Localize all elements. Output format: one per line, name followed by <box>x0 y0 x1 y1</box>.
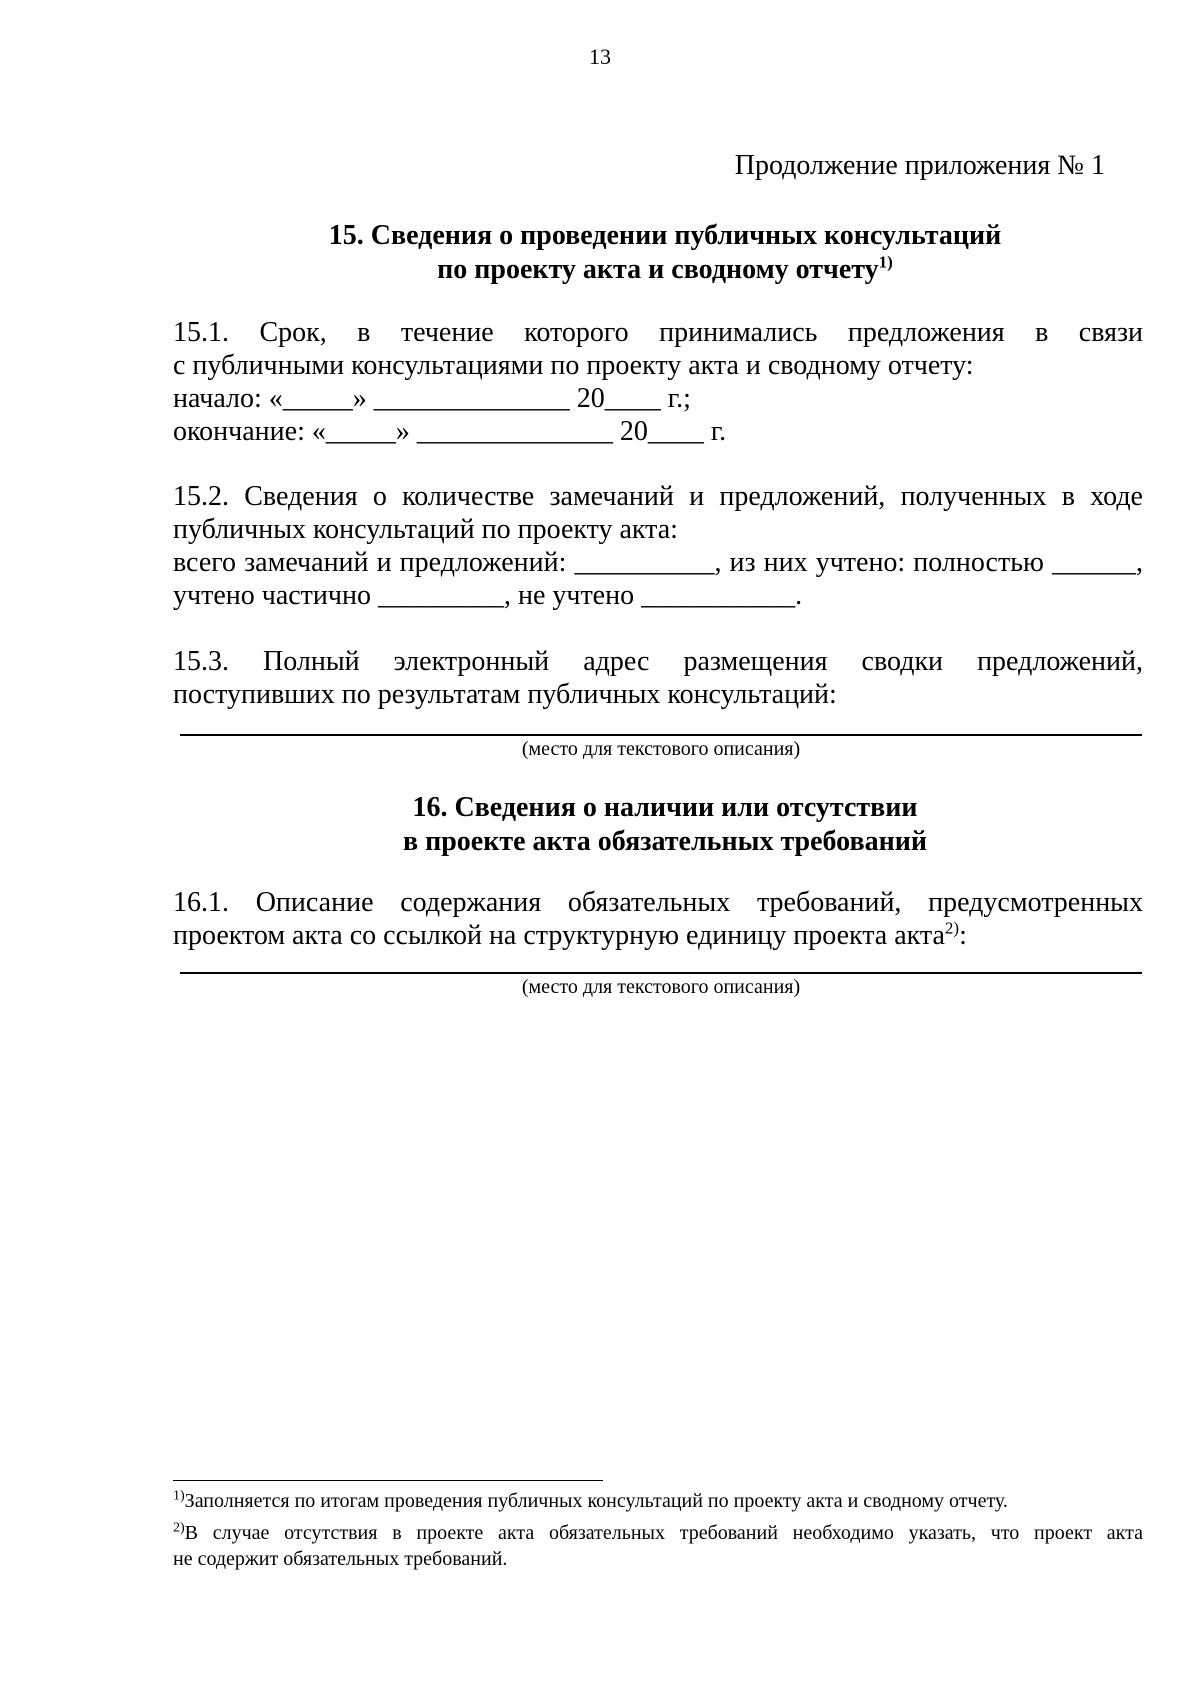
item-15-1-start-date: начало: «_____» ______________ 20____ г.; <box>173 383 691 414</box>
section-15-title-line2 <box>0 253 1200 287</box>
page-number: 13 <box>589 44 611 69</box>
section-16-title <box>0 791 1200 859</box>
item-15-1-line2: с публичными консультациями по проекту акта и сводному отчету: <box>173 350 974 381</box>
item-15-2-partial: учтено частично _________, не учтено ___________. <box>173 580 803 611</box>
footnote-ref-1: 1) <box>878 252 893 272</box>
text-description-caption: (место для текстового описания) <box>521 738 801 760</box>
item-15-3-line2: поступивших по результатам публичных консультаций: <box>173 679 837 710</box>
item-16-1-line1: 16.1. Описание содержания обязательных требований, предусмотренных <box>173 887 1143 918</box>
section-16-title-line1: 16. Сведения о наличии или отсутствии <box>412 792 918 823</box>
section-15-title-line2-text: по проекту акта и сводному отчету <box>437 254 879 285</box>
footnote-2-text-line1: В случае отсутствия в проекте акта обязательных требований необходимо указать, что проект акта <box>184 1522 1143 1544</box>
item-15-2-line1: 15.2. Сведения о количестве замечаний и предложений, полученных в ходе <box>173 481 1143 512</box>
item-15-1 <box>173 316 1143 448</box>
footnote-1-text: Заполняется по итогам проведения публичных консультаций по проекту акта и сводному отчету. <box>184 1490 1008 1512</box>
item-15-1-end-date: окончание: «_____» ______________ 20____ г. <box>173 416 727 447</box>
item-16-1-line2 <box>173 919 1143 952</box>
footnote-2 <box>173 1520 1143 1572</box>
section-15-title <box>0 219 1200 287</box>
footnote-1 <box>173 1488 1143 1514</box>
item-16-1-line2-text: проектом акта со ссылкой на структурную единицу проекта акта <box>173 920 945 951</box>
footnote-1-mark: 1) <box>173 1488 185 1504</box>
fill-in-line <box>180 734 1142 736</box>
footnote-2-mark: 2) <box>173 1520 185 1536</box>
item-15-2-line2: публичных консультаций по проекту акта: <box>173 514 678 545</box>
item-15-2 <box>173 480 1143 612</box>
section-16-title-line2: в проекте акта обязательных требований <box>402 826 927 857</box>
appendix-label: Продолжение приложения № 1 <box>734 150 1105 181</box>
footnote-2-line1 <box>173 1520 1143 1546</box>
footnote-2-text-line2: не содержит обязательных требований. <box>173 1548 508 1570</box>
item-16-1-colon: : <box>959 920 967 951</box>
footnote-separator <box>173 1480 603 1481</box>
item-15-3-line1: 15.3. Полный электронный адрес размещения сводки предложений, <box>173 646 1143 677</box>
item-16-1 <box>173 886 1143 952</box>
item-15-3 <box>173 645 1143 711</box>
item-15-2-totals: всего замечаний и предложений: __________, из них учтено: полностью ______, <box>173 547 1143 578</box>
section-15-title-line1: 15. Сведения о проведении публичных консультаций <box>328 220 1002 251</box>
item-15-1-line1: 15.1. Срок, в течение которого принимались предложения в связи <box>173 317 1143 348</box>
text-description-caption: (место для текстового описания) <box>521 976 801 998</box>
fill-in-line <box>180 972 1142 974</box>
footnote-ref-2: 2) <box>944 918 960 938</box>
